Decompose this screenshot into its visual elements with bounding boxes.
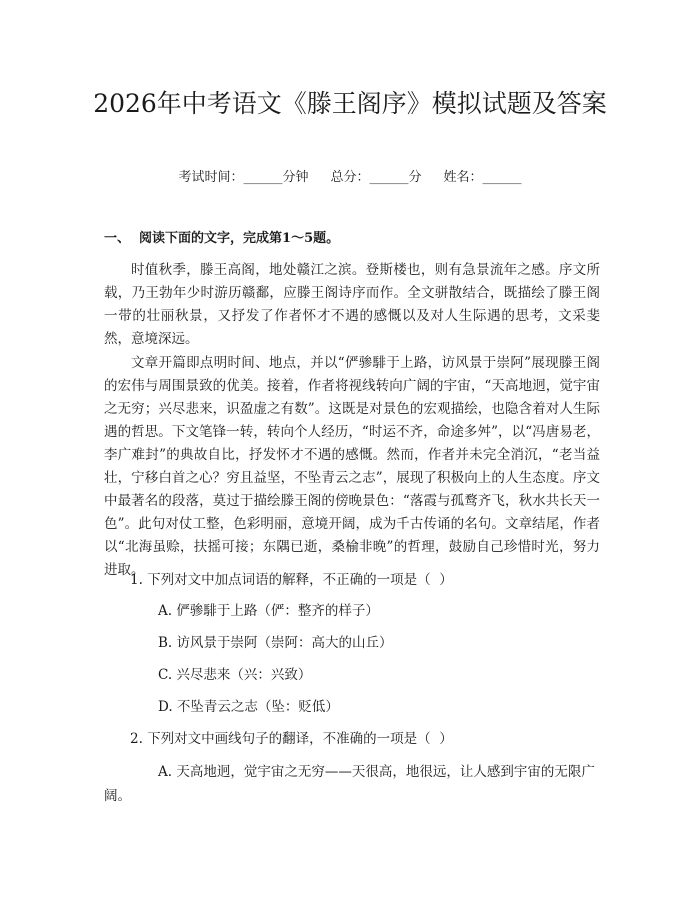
exam-time: 考试时间：______分钟 [178, 170, 309, 185]
section-heading: 一、 阅读下面的文字，完成第1～5题。 [104, 231, 340, 246]
question-2-stem: 2. 下列对文中画线句子的翻译，不准确的一项是（ ） [130, 731, 453, 747]
question-1-stem: 1. 下列对文中加点词语的解释，不正确的一项是（ ） [130, 572, 453, 588]
student-name: 姓名：______ [443, 170, 522, 185]
question-1-option-d: D. 不坠青云之志（坠：贬低） [158, 699, 339, 715]
passage-paragraph-2: 文章开篇即点明时间、地点，并以“俨骖騑于上路，访风景于崇阿”展现滕王阁的宏伟与周围景致的优美。接着，作者将视线转向广阔的宇宙，“天高地迥，觉宇宙之无穷；兴尽悲来，识盈虚之有数”。这既是对景色的宏观描绘，也隐含着对人生际遇的哲思。下文笔锋一转，转向个人经历，“时运不齐，命途多舛”，以“冯唐易老，李广难封”的典故自比，抒发怀才不遇的感慨。然而，作者并未完全消沉，“老当益壮，宁移白首之心？穷且益坚，不坠青云之志”，展现了积极向上的人生态度。序文中最著名的段落，莫过于描绘滕王阁的傍晚景色：“落霞与孤鹜齐飞，秋水共长天一色”。此句对仗工整，色彩明丽，意境开阔，成为千古传诵的名句。文章结尾，作者以“北海虽赊，扶摇可接；东隅已逝，桑榆非晚”的哲理，鼓励自己珍惜时光，努力进取。 [104, 355, 600, 578]
document-title: 2026年中考语文《滕王阁序》模拟试题及答案 [93, 89, 607, 118]
question-1-option-a: A. 俨骖騑于上路（俨：整齐的样子） [158, 603, 379, 619]
question-2-option-a: A. 天高地迥，觉宇宙之无穷——天很高，地很远，让人感到宇宙的无限广阔。 [104, 764, 595, 804]
exam-total-score: 总分：______分 [330, 170, 422, 185]
passage-paragraph-1: 时值秋季，滕王高阁，地处赣江之滨。登斯楼也，则有急景流年之感。序文所载，乃王勃年少时游历赣鄱，应滕王阁诗序而作。全文骈散结合，既描绘了滕王阁一带的壮丽秋景，又抒发了作者怀才不遇的感慨以及对人生际遇的思考，文采斐然，意境深远。 [104, 262, 600, 347]
question-1-option-c: C. 兴尽悲来（兴：兴致） [158, 667, 312, 683]
exam-info-line [0, 168, 700, 188]
question-1-option-b: B. 访风景于崇阿（崇阿：高大的山丘） [158, 635, 393, 651]
